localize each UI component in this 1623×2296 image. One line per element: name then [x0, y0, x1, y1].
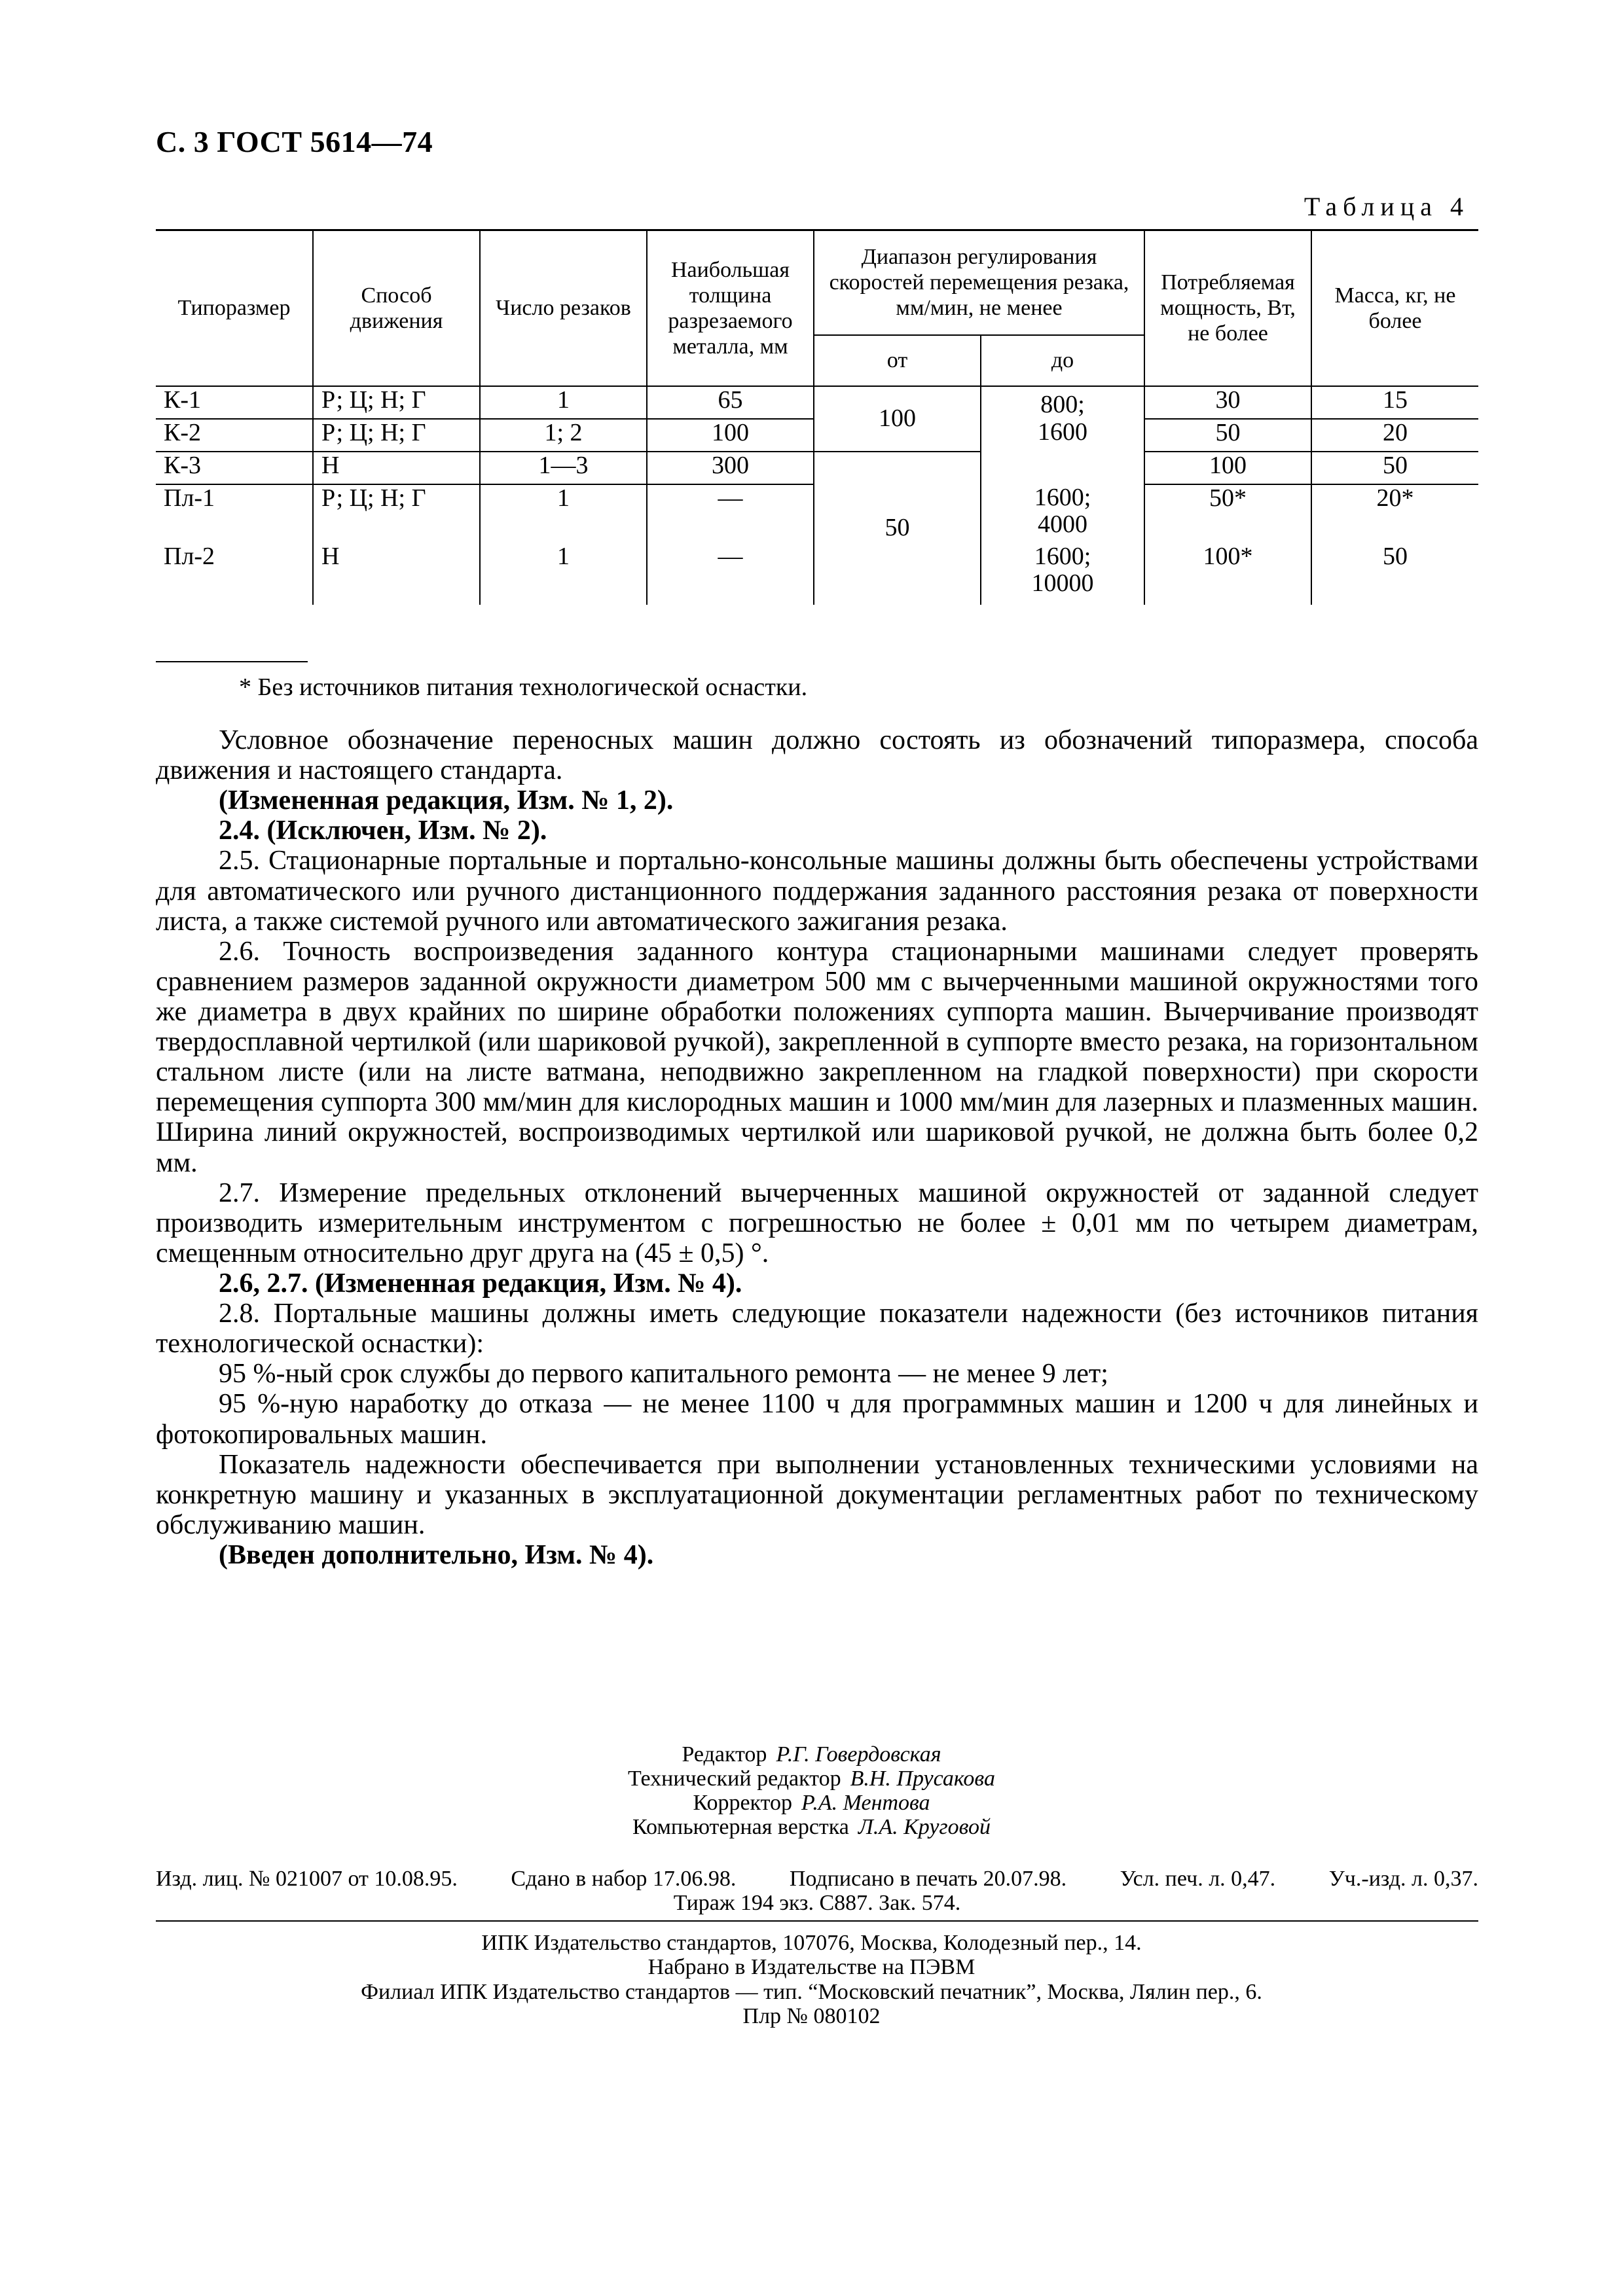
- table-row: [156, 452, 1478, 484]
- imprint-signed: Подписано в печать 20.07.98.: [789, 1867, 1067, 1891]
- cell-speed-to-line: 1600;: [1034, 483, 1091, 511]
- credit-line: [0, 1742, 1623, 1767]
- paragraph: Условное обозначение переносных машин должно состоять из обозначений типоразмера, способа движения и настоящего стандарта.: [156, 725, 1478, 786]
- cell-speed-to-empty: [981, 452, 1144, 484]
- cell-speed-from: 100: [814, 386, 981, 452]
- cell-speed-to: [981, 484, 1144, 543]
- cell-size: Пл-1: [164, 484, 215, 512]
- credit-role: Технический редактор: [628, 1767, 841, 1791]
- cell-cutters: 1: [480, 484, 647, 543]
- credit-role: Компьютерная верстка: [632, 1815, 849, 1840]
- clause-2-7: 2.7. Измерение предельных отклонений вычерченных машиной окружностей от заданной следует производить измерительным инструментом с погрешностью не более ± 0,01 мм по четырем диаметрам, смещенным относительно друг друга на (45 ± 0,5) °.: [156, 1177, 1478, 1268]
- header-mass: Масса, кг, не более: [1311, 230, 1478, 386]
- clause-2-8: 2.8. Портальные машины должны иметь следующие показатели надежности (без источников питания технологической оснастки):: [156, 1299, 1478, 1359]
- amendment-note: 2.6, 2.7. (Измененная редакция, Изм. № 4).: [219, 1268, 742, 1299]
- paragraph: 95 %-ную наработку до отказа — не менее 1100 ч для программных машин и 1200 ч для линейных и фотокопировальных машин.: [156, 1389, 1478, 1450]
- cell-power: 100: [1144, 452, 1311, 484]
- imprint: [156, 1867, 1478, 1916]
- imprint-rule: [156, 1920, 1478, 1922]
- header-speed-range: Диапазон регулирования скоростей перемещения резака, мм/мин, не менее: [814, 230, 1144, 335]
- credit-role: Корректор: [693, 1791, 793, 1816]
- cell-motion: Н: [313, 452, 480, 484]
- cell-mass: 50: [1311, 543, 1478, 605]
- header-motion: Способ движения: [313, 230, 480, 386]
- imprint-sent: Сдано в набор 17.06.98.: [511, 1867, 737, 1891]
- header-power: Потребляемая мощность, Вт, не более: [1144, 230, 1311, 386]
- clause-text: 2.4. (Исключен, Изм. № 2).: [219, 816, 547, 846]
- cell-speed-to-line: 10000: [1031, 569, 1094, 598]
- cell-thickness: —: [647, 484, 814, 543]
- cell-size: К-1: [156, 386, 313, 419]
- cell-thickness: 300: [647, 452, 814, 484]
- credit-role: Редактор: [682, 1742, 767, 1767]
- cell-cutters: 1—3: [480, 452, 647, 484]
- imprint-print-sheets: Усл. печ. л. 0,47.: [1120, 1867, 1276, 1891]
- table-row: [156, 386, 1478, 419]
- paragraph: Показатель надежности обеспечивается при выполнении установленных техническими условиями на конкретную машину и указанных в эксплуатационной документации регламентных работ по техническому обслуживанию машин.: [156, 1449, 1478, 1540]
- cell-motion: Р; Ц; Н; Г: [313, 419, 480, 452]
- cell-mass: 15: [1311, 386, 1478, 419]
- credit-line: [0, 1767, 1623, 1791]
- cell-power: 100*: [1144, 543, 1311, 605]
- amendment-note: (Измененная редакция, Изм. № 1, 2).: [219, 785, 674, 816]
- clause-2-6: 2.6. Точность воспроизведения заданного контура стационарными машинами следует проверять сравнением размеров заданной окружности диаметром 500 мм с вычерченными машиной окружностями того же диаметра в двух крайних по ширине обработки положениях суппорта машин. Вычерчивание производят твердосплавной чертилкой (или шариковой ручкой), закрепленной в суппорте вместо резака, на горизонтальном стальном листе (или на листе ватмана, неподвижно закрепленном на гладкой поверхности) при скорости перемещения суппорта 300 мм/мин для кислородных машин и 1000 мм/мин для лазерных и плазменных машин. Ширина линий окружностей, воспроизводимых чертилкой или шариковой ручкой, не должна быть более 0,2 мм.: [156, 936, 1478, 1178]
- publisher-line: ИПК Издательство стандартов, 107076, Москва, Колодезный пер., 14.: [481, 1931, 1142, 1955]
- imprint-license: Изд. лиц. № 021007 от 10.08.95.: [156, 1867, 458, 1891]
- cell-motion: Н: [313, 543, 480, 605]
- paragraph: 95 %-ный срок службы до первого капитального ремонта — не менее 9 лет;: [219, 1359, 1108, 1390]
- cell-power: 50*: [1144, 484, 1311, 543]
- credit-name: Р.Г. Говердовская: [776, 1742, 941, 1767]
- cell-thickness: —: [647, 543, 814, 605]
- clause-2-4: [156, 816, 1478, 846]
- publisher-line: Плр № 080102: [742, 2004, 881, 2029]
- header-speed-to: до: [981, 335, 1144, 386]
- cell-cutters: 1: [480, 386, 647, 419]
- cell-power: 50: [1144, 419, 1311, 452]
- cell-thickness: 100: [647, 419, 814, 452]
- cell-thickness: 65: [647, 386, 814, 419]
- header-speed-from: от: [814, 335, 981, 386]
- publisher-line: Набрано в Издательстве на ПЭВМ: [647, 1955, 976, 1980]
- cell-speed-to: [981, 386, 1144, 452]
- imprint-pub-sheets: Уч.-изд. л. 0,37.: [1328, 1867, 1478, 1891]
- cell-motion: Р; Ц; Н; Г: [313, 484, 480, 543]
- cell-cutters: 1: [480, 543, 647, 605]
- credits: [0, 1742, 1623, 1839]
- table-label: Таблица 4: [1304, 192, 1469, 221]
- cell-mass: 50: [1311, 452, 1478, 484]
- cell-motion: Р; Ц; Н; Г: [313, 386, 480, 419]
- cell-speed-to-line: 800;: [1040, 391, 1085, 419]
- cell-speed-from: 50: [814, 452, 981, 605]
- cell-speed-to: [981, 543, 1144, 605]
- header-size: Типоразмер: [156, 230, 313, 386]
- cell-speed-to-line: 1600: [1038, 418, 1087, 446]
- credit-name: В.Н. Прусакова: [850, 1767, 995, 1791]
- header-thickness: Наибольшая толщина разрезаемого металла, мм: [647, 230, 814, 386]
- cell-speed-to-line: 1600;: [1034, 542, 1091, 570]
- page-header: С. 3 ГОСТ 5614—74: [156, 125, 433, 158]
- specs-table: [156, 229, 1478, 605]
- cell-speed-to-line: 4000: [1038, 511, 1087, 539]
- cell-size: Пл-2: [164, 542, 215, 570]
- credit-line: [0, 1791, 1623, 1815]
- credit-name: Р.А. Ментова: [801, 1791, 930, 1816]
- cell-cutters: 1; 2: [480, 419, 647, 452]
- cell-size: К-3: [156, 452, 313, 484]
- header-cutters: Число резаков: [480, 230, 647, 386]
- clause-2-5: 2.5. Стационарные портальные и портально-консольные машины должны быть обеспечены устройствами для автоматического или ручного дистанционного поддержания заданного расстояния резака от поверхности листа, а также системой ручного или автоматического зажигания резака.: [156, 846, 1478, 937]
- cell-mass: 20*: [1311, 484, 1478, 543]
- amendment-note: (Введен дополнительно, Изм. № 4).: [219, 1539, 654, 1570]
- cell-mass: 20: [1311, 419, 1478, 452]
- footnote: * Без источников питания технологической оснастки.: [239, 673, 808, 701]
- credit-line: [0, 1815, 1623, 1839]
- imprint-run: Тираж 194 экз. С887. Зак. 574.: [673, 1891, 961, 1916]
- publisher-line: Филиал ИПК Издательство стандартов — тип. “Московский печатник”, Москва, Лялин пер., 6.: [361, 1979, 1262, 2004]
- footnote-rule: [156, 661, 308, 662]
- body-text: [156, 725, 1478, 1570]
- cell-power: 30: [1144, 386, 1311, 419]
- cell-size: К-2: [156, 419, 313, 452]
- publisher-info: [0, 1931, 1623, 2029]
- credit-name: Л.А. Круговой: [858, 1815, 991, 1840]
- imprint-line: [156, 1867, 1478, 1891]
